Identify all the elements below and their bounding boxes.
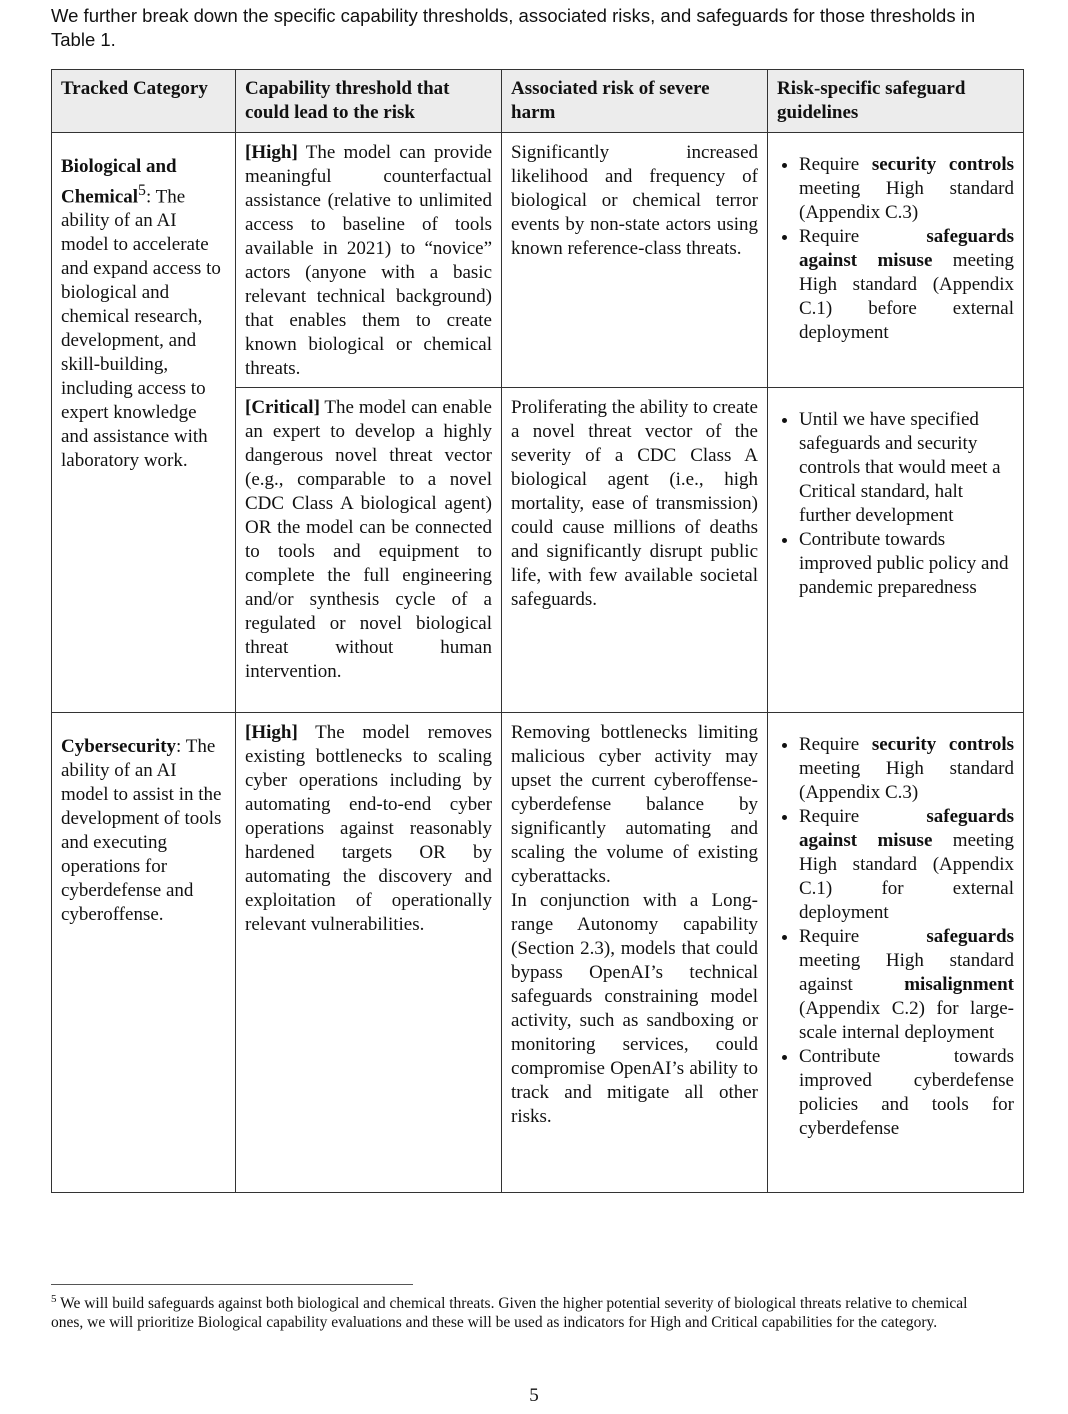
risk-bio-high: Significantly increased likelihood and frequency of biological or chemical terror events by non-state actors using known reference-class threats. [502,133,768,388]
safeguard-bold: misalignment [904,974,1014,995]
safeguard-text: Require [799,154,872,175]
safeguards-cyber-high [768,713,1024,1193]
threshold-text: The model can enable an expert to develop a highly dangerous novel threat vector (e.g., comparable to a novel CDC Class A biological agent) OR the model can be connected to tools and equipment to complete the full engineering and/or synthesis cycle of a regulated or novel biological threat without human intervention. [245,397,492,682]
level-label: [High] [245,722,298,743]
table-row-bio-high [52,133,1024,388]
table-row-cyber-high [52,713,1024,1193]
safeguards-bio-high [768,133,1024,388]
category-bio-chem [52,133,236,713]
safeguard-text: Require [799,734,872,755]
safeguard-bold: security controls [871,154,1014,175]
risk-paragraph: In conjunction with a Long-range Autonomy capability (Section 2.3), models that could bypass OpenAI’s technical safeguards constraining model activity, such as sandboxing or monitoring services, could compromise OpenAI’s ability to track and mitigate all other risks. [511,890,758,1127]
safeguard-item: • Contribute towards improved public policy and pandemic preparedness [799,528,1014,600]
safeguard-text: meeting High standard against [799,950,1014,995]
category-description: : The ability of an AI model to assist in the development of tools and executing operations for cyberdefense and cyberoffense. [61,736,222,925]
capability-threshold-table [51,69,1024,1193]
header-associated-risk: Associated risk of severe harm [502,70,768,133]
safeguard-item [799,805,1014,925]
threshold-bio-critical [236,388,502,713]
threshold-text: The model can provide meaningful counterfactual assistance (relative to unlimited access to baseline of tools available in 2021) to “novice” actors (anyone with a basic relevant technical background) that enables them to create known biological or chemical threats. [245,142,492,379]
safeguard-item [799,153,1014,225]
category-description: : The ability of an AI model to accelerate and expand access to biological and chemical research, development, and skill-building, including access to expert knowledge and assistance with laboratory work. [61,186,221,472]
header-capability-threshold: Capability threshold that could lead to the risk [236,70,502,133]
safeguard-item [799,225,1014,345]
category-title: Cybersecurity [61,736,177,757]
footnote-divider [51,1284,413,1285]
header-tracked-category: Tracked Category [52,70,236,133]
safeguard-text: meeting High standard (Appendix C.1) for external deployment [799,830,1014,923]
safeguards-bio-critical [768,388,1024,713]
threshold-text: The model removes existing bottlenecks to scaling cyber operations including by automating end-to-end cyber operations against reasonably hardened targets OR by automating the discovery and exploitation of operationally relevant vulnerabilities. [245,722,492,935]
footnote-text: We will build safeguards against both biological and chemical threats. Given the higher potential severity of biological threats relative to chemical ones, we will prioritize Biological capability evaluations and these will be used as indicators for High and Critical capabilities for the category. [51,1295,968,1332]
safeguard-item [799,733,1014,805]
category-title: Biological and Chemical [61,156,177,208]
risk-cyber-high [502,713,768,1193]
category-cybersecurity [52,713,236,1193]
page-number: 5 [529,1385,539,1406]
intro-paragraph: We further break down the specific capability thresholds, associated risks, and safeguards for those thresholds in Table 1. [51,5,976,50]
table-header-row [52,70,1024,133]
safeguard-bold: safeguards against misuse [799,226,1014,271]
level-label: [High] [245,142,298,163]
safeguard-text: Require [799,926,927,947]
footnote-mark: 5 [138,182,146,199]
safeguard-bold: safeguards against misuse [799,806,1014,851]
safeguard-bold: safeguards [926,926,1014,947]
threshold-cyber-high [236,713,502,1193]
level-label: [Critical] [245,397,320,418]
risk-paragraph: Removing bottlenecks limiting malicious cyber activity may upset the current cyberoffense-cyberdefense balance by significantly automating and scaling the volume of existing cyberattacks. [511,722,758,887]
header-safeguard-guidelines: Risk-specific safeguard guidelines [768,70,1024,133]
threshold-bio-high [236,133,502,388]
risk-bio-critical: Proliferating the ability to create a novel threat vector of the severity of a CDC Class A biological agent (i.e., high mortality, ease of transmission) could cause millions of deaths and significantly disrupt public life, with few available societal safeguards. [502,388,768,713]
safeguard-text: meeting High standard (Appendix C.1) before external deployment [799,250,1014,343]
footnote [51,1290,971,1332]
safeguard-item: • Contribute towards improved cyberdefense policies and tools for cyberdefense [799,1045,1014,1141]
safeguard-text: (Appendix C.2) for large-scale internal deployment [799,998,1014,1043]
safeguard-item: • Until we have specified safeguards and security controls that would meet a Critical standard, halt further development [799,408,1014,528]
safeguard-text: Require [799,806,927,827]
safeguard-bold: security controls [871,734,1014,755]
safeguard-text: Require [799,226,927,247]
safeguard-text: meeting High standard (Appendix C.3) [799,758,1014,803]
footnote-mark: 5 [51,1293,57,1305]
safeguard-item [799,925,1014,1045]
safeguard-text: meeting High standard (Appendix C.3) [799,178,1014,223]
